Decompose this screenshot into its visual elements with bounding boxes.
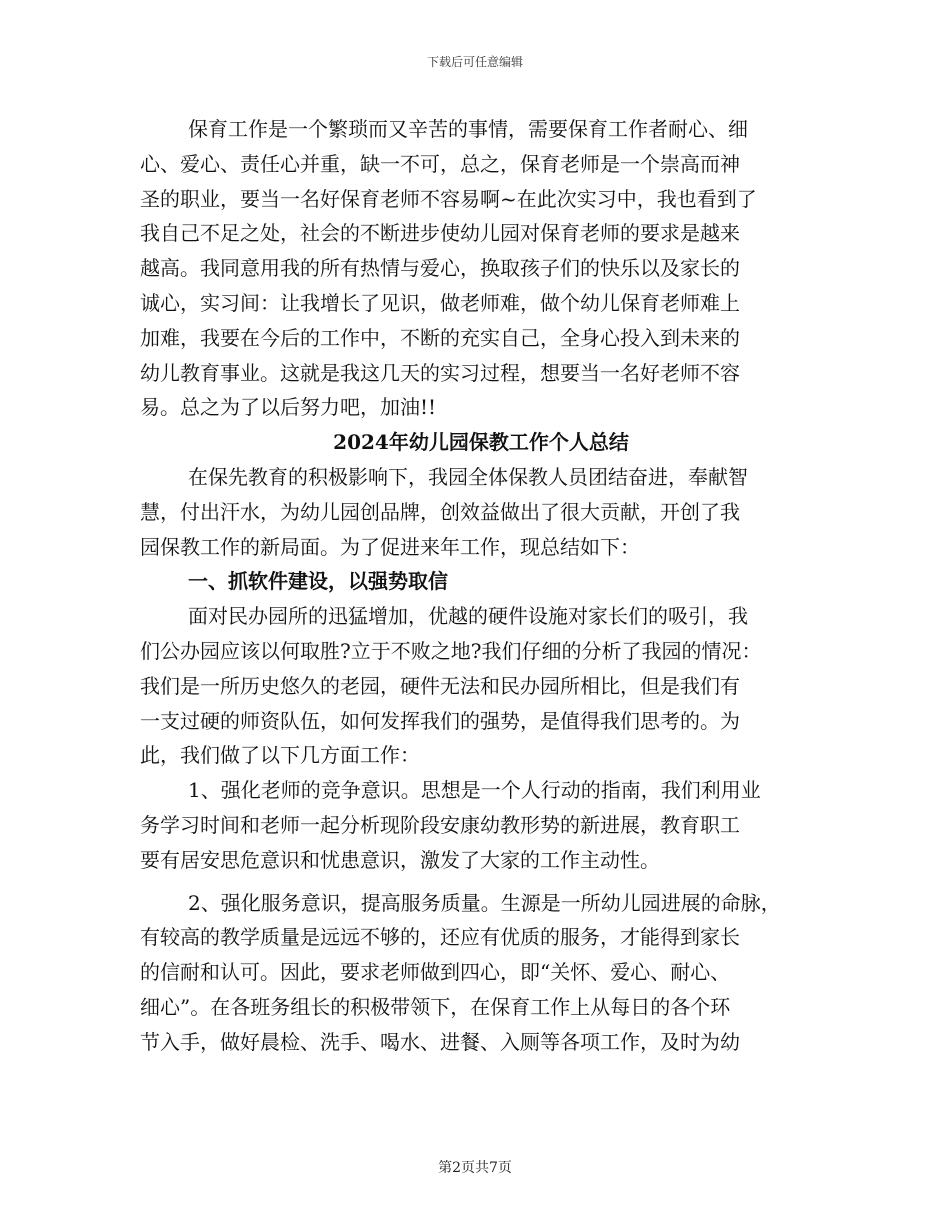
text-line: 诚心，实习间：让我增长了见识，做老师难，做个幼儿保育老师难上 xyxy=(140,290,740,315)
text-line: 务学习时间和老师一起分析现阶段安康幼教形势的新进展，教育职工 xyxy=(140,812,740,837)
text-line: 一支过硬的师资队伍，如何发挥我们的强势，是值得我们思考的。为 xyxy=(140,708,740,733)
text-line: 加难，我要在今后的工作中，不断的充实自己，全身心投入到未来的 xyxy=(140,325,740,350)
subheading: 一、抓软件建设，以强势取信 xyxy=(188,569,448,594)
paragraph xyxy=(140,886,810,1060)
text-line: 易。总之为了以后努力吧，加油!! xyxy=(140,395,437,420)
text-line: 越高。我同意用我的所有热情与爱心，换取孩子们的快乐以及家长的 xyxy=(140,256,740,281)
text-line: 我们是一所历史悠久的老园，硬件无法和民办园所相比，但是我们有 xyxy=(140,673,740,698)
text-line: 们公办园应该以何取胜?立于不败之地?我们仔细的分析了我园的情况： xyxy=(140,638,762,663)
text-line: 园保教工作的新局面。为了促进来年工作，现总结如下： xyxy=(140,534,640,559)
text-line: 1、强化老师的竞争意识。思想是一个人行动的指南，我们利用业 xyxy=(188,778,761,803)
paragraph xyxy=(140,773,810,877)
text-line: 圣的职业，要当一名好保育老师不容易啊~在此次实习中，我也看到了 xyxy=(140,186,757,211)
text-line: 幼儿教育事业。这就是我这几天的实习过程，想要当一名好老师不容 xyxy=(140,360,740,385)
paragraph xyxy=(140,460,810,564)
text-line: 慧，付出汗水，为幼儿园创品牌，创效益做出了很大贡献，开创了我 xyxy=(140,499,740,524)
text-line: 保育工作是一个繁琐而又辛苦的事情，需要保育工作者耐心、细 xyxy=(188,117,748,141)
header-note: 下载后可任意编辑 xyxy=(426,55,523,69)
text-line: 此，我们做了以下几方面工作： xyxy=(140,743,420,768)
text-line: 2、强化服务意识，提高服务质量。生源是一所幼儿园进展的命脉， xyxy=(188,890,781,915)
text-line: 的信耐和认可。因此，要求老师做到四心，即“关怀、爱心、耐心、 xyxy=(140,960,731,985)
text-line: 要有居安思危意识和忧患意识，激发了大家的工作主动性。 xyxy=(140,847,660,872)
text-line: 细心”。在各班务组长的积极带领下，在保育工作上从每日的各个环 xyxy=(140,994,731,1019)
text-line: 我自己不足之处，社会的不断进步使幼儿园对保育老师的要求是越来 xyxy=(140,221,740,246)
paragraph xyxy=(140,599,810,773)
page-number: 第2页共7页 xyxy=(438,1160,512,1176)
text-line: 面对民办园所的迅猛增加，优越的硬件设施对家长们的吸引，我 xyxy=(188,604,748,629)
text-line: 在保先教育的积极影响下，我园全体保教人员团结奋进，奉献智 xyxy=(188,464,748,489)
text-line: 有较高的教学质量是远远不够的，还应有优质的服务，才能得到家长 xyxy=(140,925,740,950)
text-line: 节入手，做好晨检、洗手、喝水、进餐、入厕等各项工作，及时为幼 xyxy=(140,1029,740,1054)
section-title: 2024年幼儿园保教工作个人总结 xyxy=(333,430,629,455)
paragraph xyxy=(140,112,810,425)
text-line: 心、爱心、责任心并重，缺一不可，总之，保育老师是一个崇高而神 xyxy=(140,151,740,176)
document-body xyxy=(140,112,810,1060)
